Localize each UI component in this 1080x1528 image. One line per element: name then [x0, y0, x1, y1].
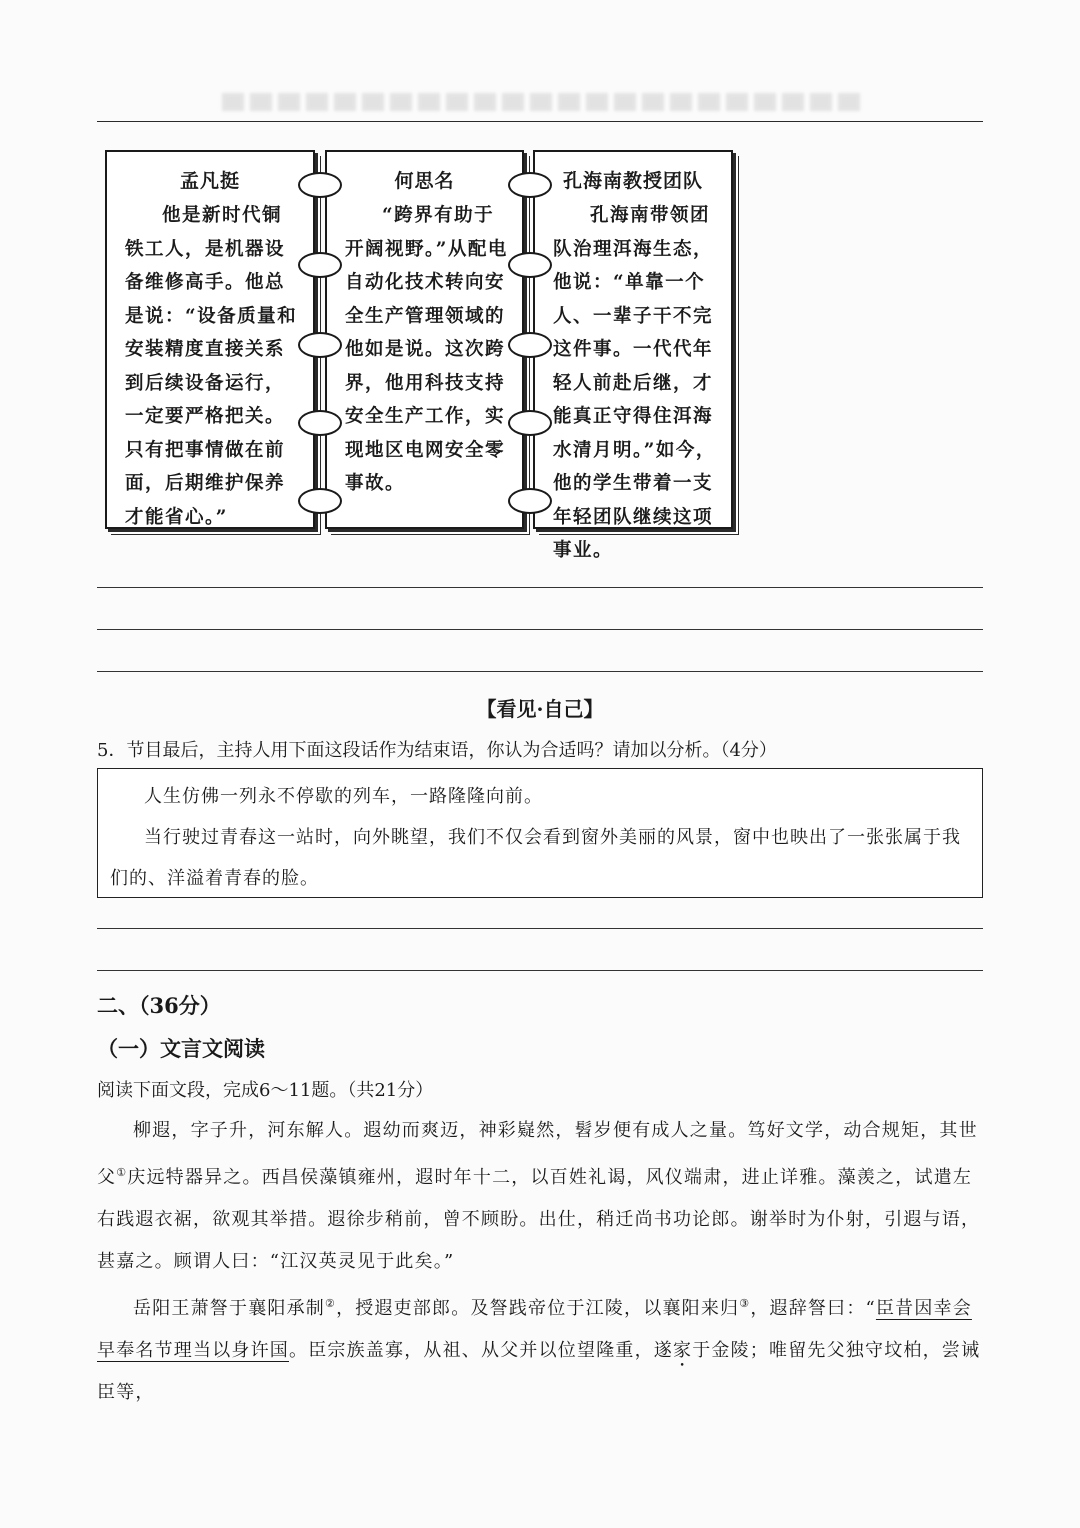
header-rule — [97, 121, 983, 122]
binder-ring-icon — [298, 332, 342, 358]
page-text: 孔海南带领团队治理洱海生态，他说：“单靠一个人、一辈子干不完这件事。一代代年轻人前赴后继，才能真正守得住洱海水清月明。”如今，他的学生带着一支年轻团队继续这项事业。 — [553, 205, 716, 561]
classical-reading-title: （一）文言文阅读 — [97, 1036, 265, 1061]
binder-ring-icon — [508, 332, 552, 358]
notebook-page-1 — [105, 150, 315, 529]
footnote-marker: ① — [116, 1166, 128, 1179]
notebook-page-3 — [533, 150, 733, 561]
binder-ring-icon — [298, 488, 342, 514]
question-5: 5．节目最后，主持人用下面这段话作为结束语，你认为合适吗？请加以分析。（4分） — [97, 740, 777, 761]
answer-line[interactable] — [97, 671, 983, 672]
answer-line[interactable] — [97, 970, 983, 971]
page-text: 他是新时代铜铁工人，是机器设备维修高手。他总是说：“设备质量和安装精度直接关系到后续设备运行，一定要严格把关。只有把事情做在前面，后期维护保养才能省心。” — [125, 205, 298, 528]
answer-line[interactable] — [97, 587, 983, 588]
text-run: ，授遐吏部郎。及詧践帝位于江陵，以襄阳来归 — [336, 1298, 740, 1319]
notebook-page-2 — [325, 150, 524, 529]
page-title: 孟凡挺 — [179, 170, 240, 192]
faded-header-text — [222, 93, 862, 111]
binder-ring-icon — [508, 172, 552, 198]
text-run: 岳阳王萧詧于襄阳承制 — [133, 1298, 325, 1319]
text-run: 柳遐，字子升，河东解人。遐幼而爽迈，神彩嶷然，髫岁便有成人之量。笃好文学，动合规矩，其世父 — [97, 1120, 978, 1188]
text-run: ，遐辞詧曰：“ — [750, 1298, 876, 1319]
part-2-title: 二、（36分） — [97, 993, 221, 1018]
binder-ring-icon — [298, 172, 342, 198]
text-run: 庆远特器异之。西昌侯藻镇雍州，遐时年十二，以百姓礼谒，风仪端肃，进止详雅。藻羡之，试遣左右践遐衣裾，欲观其举措。遐徐步稍前，曾不顾盼。出仕，稍迁尚书功论郎。谢举时为仆射，引遐与语，甚嘉之。顾谓人曰：“江汉英灵见于此矣。” — [97, 1167, 981, 1272]
page-title: 孔海南教授团队 — [562, 170, 703, 192]
answer-line[interactable] — [97, 928, 983, 929]
binder-ring-icon — [508, 252, 552, 278]
answer-line[interactable] — [97, 629, 983, 630]
box-line-1: 人生仿佛一列永不停歇的列车，一路隆隆向前。 — [144, 786, 543, 807]
text-run: 于金陵；唯留先父独守坟柏，尝诫臣等， — [97, 1340, 981, 1403]
page-text: “跨界有助于开阔视野。”从配电自动化技术转向安全生产管理领域的他如是说。这次跨界，他用科技支持安全生产工作，实现地区电网安全零事故。 — [345, 205, 508, 494]
dotted-word: 家 — [673, 1340, 693, 1361]
underlined-sentence: 臣昔因幸会早奉名节理当以身许国 — [97, 1298, 972, 1361]
page-title: 何思名 — [394, 170, 455, 192]
paragraph-2 — [97, 1283, 983, 1414]
binder-ring-icon — [508, 488, 552, 514]
closing-remarks-box — [97, 768, 983, 898]
footnote-marker: ② — [325, 1297, 337, 1310]
binder-ring-icon — [298, 410, 342, 436]
binder-ring-icon — [298, 252, 342, 278]
section-see-self: 【看见·自己】 — [476, 697, 604, 721]
classical-passage — [97, 1110, 983, 1414]
paragraph-1 — [97, 1110, 983, 1283]
footnote-marker: ③ — [739, 1297, 751, 1310]
binder-ring-icon — [508, 410, 552, 436]
box-line-2: 当行驶过青春这一站时，向外眺望，我们不仅会看到窗外美丽的风景，窗中也映出了一张张属于我们的、洋溢着青春的脸。 — [110, 827, 961, 889]
instruction: 阅读下面文段，完成6～11题。（共21分） — [97, 1080, 434, 1101]
text-run: 。臣宗族盖寡，从祖、从父并以位望隆重，遂 — [289, 1340, 673, 1361]
